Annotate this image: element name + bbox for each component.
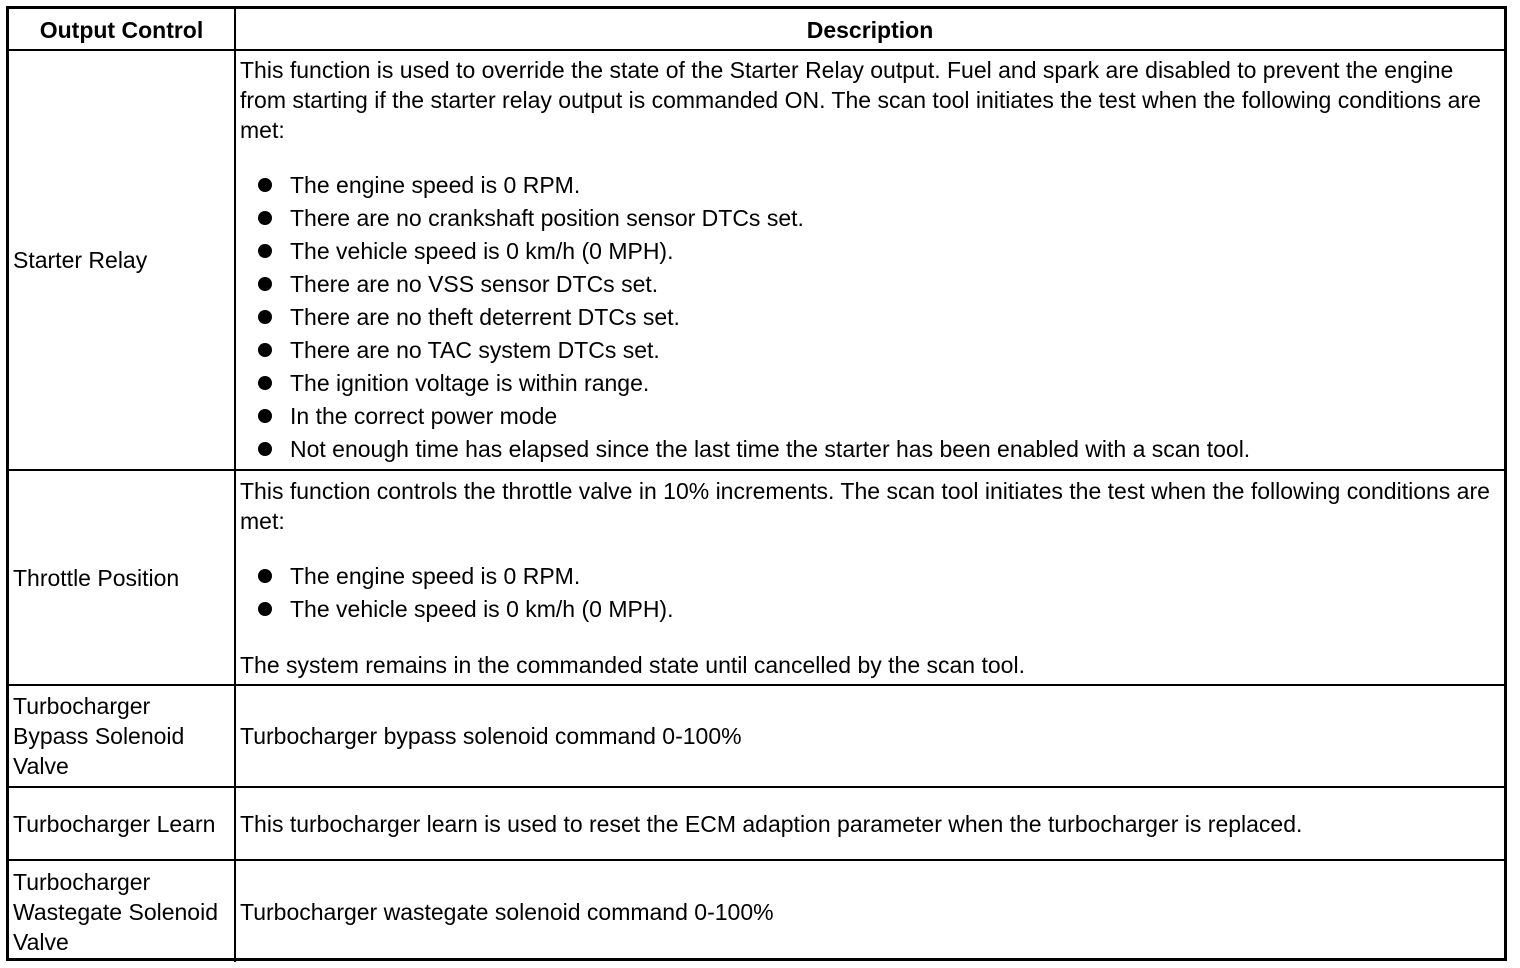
description-intro: This function controls the throttle valve in 10% increments. The scan tool initiates the test when the following conditions are met: <box>240 477 1490 534</box>
bullet-icon <box>258 602 272 616</box>
description-text: This turbocharger learn is used to reset the ECM adaption parameter when the turbocharger is replaced. <box>235 787 1504 860</box>
table-row-starter-relay <box>9 50 1504 470</box>
control-name: Turbocharger Wastegate Solenoid Valve <box>9 860 235 962</box>
bullet-icon <box>258 244 272 258</box>
condition-text: In the correct power mode <box>290 402 558 429</box>
bullet-icon <box>258 442 272 456</box>
condition-text: There are no VSS sensor DTCs set. <box>290 270 659 297</box>
conditions-list <box>240 169 1500 466</box>
table-row-turbo-learn <box>9 787 1504 860</box>
table-row-turbo-bypass <box>9 685 1504 787</box>
description-text: Turbocharger bypass solenoid command 0-100% <box>235 685 1504 787</box>
table-row-turbo-wastegate <box>9 860 1504 962</box>
bullet-icon <box>258 277 272 291</box>
bullet-icon <box>258 310 272 324</box>
description-cell <box>235 470 1504 685</box>
header-description: Description <box>235 9 1504 50</box>
control-name: Turbocharger Bypass Solenoid Valve <box>9 685 235 787</box>
bullet-icon <box>258 376 272 390</box>
list-item <box>240 593 1500 626</box>
control-name: Starter Relay <box>9 50 235 470</box>
list-item <box>240 400 1500 433</box>
header-output-control: Output Control <box>9 9 235 50</box>
table-row-throttle-position <box>9 470 1504 685</box>
condition-text: The ignition voltage is within range. <box>290 369 650 396</box>
list-item <box>240 235 1500 268</box>
condition-text: The engine speed is 0 RPM. <box>290 171 581 198</box>
list-item <box>240 433 1500 466</box>
bullet-icon <box>258 569 272 583</box>
condition-text: The engine speed is 0 RPM. <box>290 562 581 589</box>
bullet-icon <box>258 178 272 192</box>
condition-text: There are no theft deterrent DTCs set. <box>290 303 680 330</box>
description-intro: This function is used to override the state of the Starter Relay output. Fuel and spark are disabled to prevent the engine from starting if the starter relay output is commanded ON. The scan tool initiates the test when the following conditions are met: <box>240 56 1481 143</box>
condition-text: There are no crankshaft position sensor DTCs set. <box>290 204 804 231</box>
list-item <box>240 334 1500 367</box>
header-row <box>9 9 1504 50</box>
description-cell <box>235 50 1504 470</box>
condition-text: The vehicle speed is 0 km/h (0 MPH). <box>290 237 674 264</box>
list-item <box>240 560 1500 593</box>
condition-text: There are no TAC system DTCs set. <box>290 336 660 363</box>
conditions-list <box>240 560 1500 626</box>
list-item <box>240 169 1500 202</box>
list-item <box>240 202 1500 235</box>
condition-text: Not enough time has elapsed since the last time the starter has been enabled with a scan tool. <box>290 435 1251 462</box>
description-note: The system remains in the commanded state until cancelled by the scan tool. <box>240 651 1025 678</box>
list-item <box>240 301 1500 334</box>
output-control-table <box>9 9 1504 962</box>
description-text: Turbocharger wastegate solenoid command 0-100% <box>235 860 1504 962</box>
output-control-table-frame <box>6 6 1507 961</box>
bullet-icon <box>258 409 272 423</box>
condition-text: The vehicle speed is 0 km/h (0 MPH). <box>290 595 674 622</box>
list-item <box>240 268 1500 301</box>
list-item <box>240 367 1500 400</box>
control-name: Turbocharger Learn <box>9 787 235 860</box>
bullet-icon <box>258 211 272 225</box>
control-name: Throttle Position <box>9 470 235 685</box>
bullet-icon <box>258 343 272 357</box>
